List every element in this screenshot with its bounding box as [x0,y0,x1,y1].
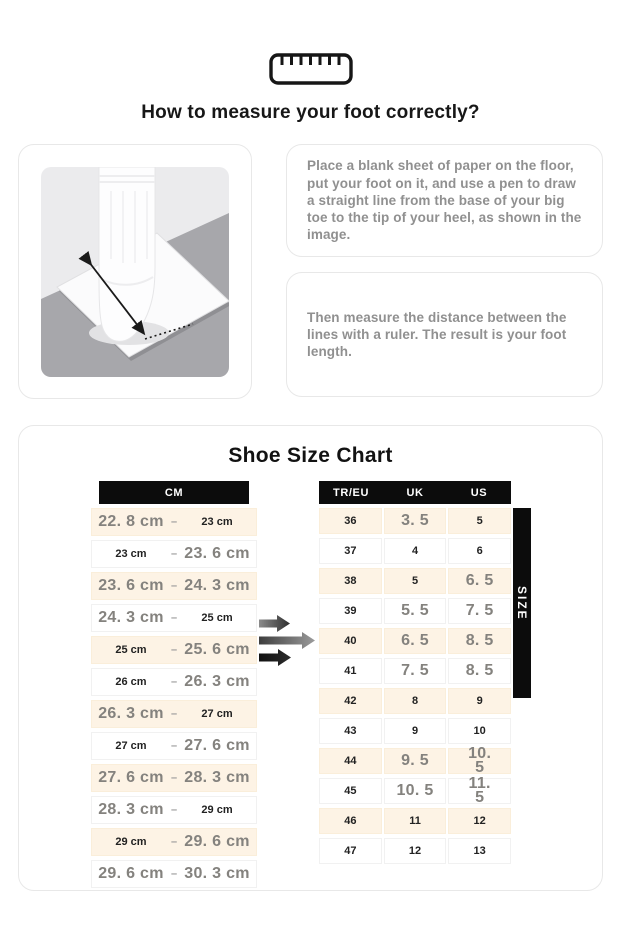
cm-row [91,668,257,696]
size-cell-us: 5 [448,508,511,534]
cm-from-value: 27 cm [115,740,147,752]
cm-from-value: 25 cm [115,644,147,656]
cm-to-value: 24. 3 cm [184,576,250,594]
cm-to-value: 30. 3 cm [184,864,250,882]
cm-from-value: 26. 3 cm [98,704,164,722]
size-row [319,688,511,714]
size-row [319,628,511,654]
size-cell-us: 10 [448,718,511,744]
cm-to-value: 29. 6 cm [184,832,250,850]
size-cell-us: 9 [448,688,511,714]
size-cell-uk: 9. 5 [384,748,447,774]
size-cell-uk: 7. 5 [384,658,447,684]
range-dash: – [170,548,178,560]
size-cell-treu: 38 [319,568,382,594]
size-cell-treu: 40 [319,628,382,654]
range-dash: – [170,708,178,720]
size-cell-us: 7. 5 [448,598,511,624]
header-cell-uk: UK [406,486,424,499]
cm-from-value: 26 cm [115,676,147,688]
cm-to-value: 28. 3 cm [184,768,250,786]
size-chart-title: Shoe Size Chart [228,444,393,467]
cm-row [91,636,257,664]
cm-row [91,764,257,792]
cm-row [91,860,257,888]
size-cell-us: 8. 5 [448,628,511,654]
size-row [319,744,511,776]
cm-from-value: 27. 6 cm [98,768,164,786]
cm-to-value: 25 cm [201,612,233,624]
size-cell-us: 6 [448,538,511,564]
cm-to-value: 27. 6 cm [184,736,250,754]
cm-to-value: 26. 3 cm [184,672,250,690]
cm-from-value: 22. 8 cm [98,512,164,530]
range-dash: – [170,676,178,688]
size-cell-us: 10. 5 [448,748,511,774]
range-dash: – [170,580,178,592]
cm-row [91,700,257,728]
ruler-icon [0,0,621,86]
size-cell-uk: 6. 5 [384,628,447,654]
size-row [319,774,511,806]
size-cell-treu: 46 [319,808,382,834]
instruction-text-1: Place a blank sheet of paper on the floor, put your foot on it, and use a pen to draw a straight line from the base of your big toe to the tip of your heel, as shown in the image. [307,158,582,243]
range-dash: – [170,740,178,752]
size-cell-uk: 11 [384,808,447,834]
cm-row [91,540,257,568]
cm-row [91,508,257,536]
size-cell-us: 6. 5 [448,568,511,594]
foot-photo-illustration [41,167,229,377]
size-cell-treu: 36 [319,508,382,534]
cm-from-value: 29. 6 cm [98,864,164,882]
range-dash: – [170,836,178,848]
size-cell-us: 13 [448,838,511,864]
instruction-card-2 [286,272,603,397]
range-dash: – [170,804,178,816]
size-row [319,838,511,864]
size-cell-treu: 37 [319,538,382,564]
instruction-text-2: Then measure the distance between the lines with a ruler. The result is your foot length. [307,309,567,360]
cm-to-value: 27 cm [201,708,233,720]
range-dash: – [170,644,178,656]
header-cell-treu: TR/EU [333,486,369,499]
cm-to-value: 23. 6 cm [184,544,250,562]
cm-from-value: 23 cm [115,548,147,560]
size-cell-uk: 12 [384,838,447,864]
page-title: How to measure your foot correctly? [141,102,480,123]
foot-photo-card [18,144,252,399]
range-dash: – [170,612,178,624]
cm-row [91,828,257,856]
size-cell-us: 11. 5 [448,778,511,804]
size-cell-uk: 9 [384,718,447,744]
size-cell-treu: 42 [319,688,382,714]
size-chart-card [18,425,603,891]
size-cell-uk: 3. 5 [384,508,447,534]
cm-row [91,796,257,824]
size-cell-uk: 10. 5 [384,778,447,804]
size-row [319,598,511,624]
size-row [319,508,511,534]
measure-section [0,144,621,399]
size-row [319,718,511,744]
cm-from-value: 28. 3 cm [98,800,164,818]
conversion-table [319,481,511,868]
size-row [319,658,511,684]
size-cell-us: 8. 5 [448,658,511,684]
cm-from-value: 23. 6 cm [98,576,164,594]
cm-to-value: 23 cm [201,516,233,528]
cm-from-value: 29 cm [115,836,147,848]
header-cell-us: US [470,486,488,499]
size-cell-treu: 43 [319,718,382,744]
size-vertical-label: SIZE [515,585,529,621]
size-cell-treu: 47 [319,838,382,864]
size-cell-treu: 45 [319,778,382,804]
conversion-arrows-icon [257,481,319,667]
conversion-table-body [319,508,511,864]
cm-table-header: CM [99,481,249,504]
range-dash: – [170,868,178,880]
size-row [319,538,511,564]
size-cell-uk: 5. 5 [384,598,447,624]
cm-row [91,572,257,600]
range-dash: – [170,516,178,528]
range-dash: – [170,772,178,784]
instruction-card-1 [286,144,603,257]
cm-from-value: 24. 3 cm [98,608,164,626]
size-row [319,808,511,834]
size-cell-treu: 44 [319,748,382,774]
cm-to-value: 25. 6 cm [184,640,250,658]
size-cell-treu: 41 [319,658,382,684]
size-row [319,568,511,594]
size-cell-us: 12 [448,808,511,834]
size-cell-uk: 5 [384,568,447,594]
size-vertical-badge [513,508,531,698]
size-chart-tables [19,481,602,892]
instruction-column [286,144,603,399]
cm-table-body [91,508,257,888]
cm-row [91,604,257,632]
size-cell-uk: 4 [384,538,447,564]
foot-measurement-photo [41,167,229,377]
conversion-table-header [319,481,511,504]
size-cell-uk: 8 [384,688,447,714]
cm-row [91,732,257,760]
size-cell-treu: 39 [319,598,382,624]
cm-to-value: 29 cm [201,804,233,816]
cm-table [91,481,257,892]
